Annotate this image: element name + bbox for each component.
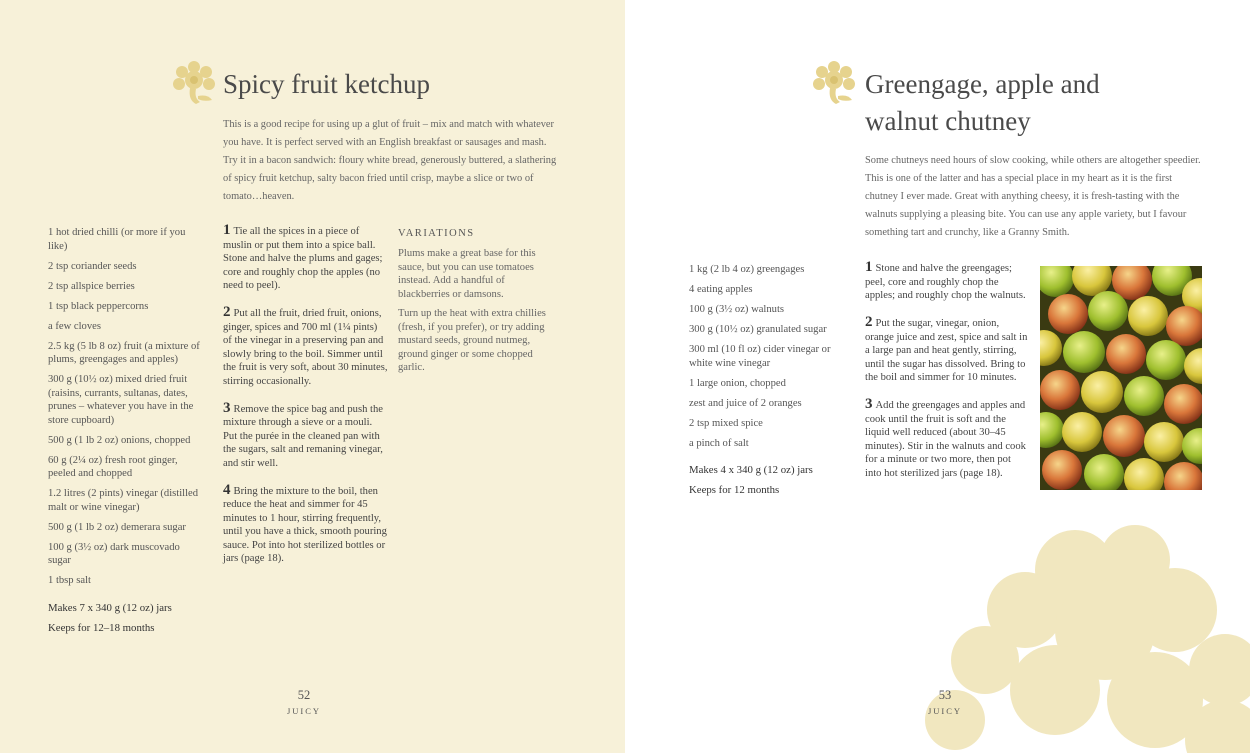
method-steps bbox=[223, 224, 388, 579]
ingredient-item: 300 ml (10 fl oz) cider vinegar or white wine vinegar bbox=[689, 344, 831, 369]
greengages-photo bbox=[1040, 266, 1202, 490]
ingredient-item: a pinch of salt bbox=[689, 437, 749, 449]
ingredient-item: 1 tbsp salt bbox=[48, 575, 91, 586]
ingredient-item: 1 hot dried chilli (or more if you like) bbox=[48, 227, 186, 252]
variations-heading: VARIATIONS bbox=[398, 228, 475, 239]
variation-paragraph: Plums make a great base for this sauce, but you can use tomatoes instead. Add a handful of blackberries or damsons. bbox=[398, 248, 536, 300]
ingredient-item: a few cloves bbox=[48, 320, 101, 332]
ingredient-item: 1 kg (2 lb 4 oz) greengages bbox=[689, 264, 805, 275]
method-step: 1 Tie all the spices in a piece of muslin or put them into a spice ball. Stone and halve the plums and gages; core and roughly chop the apples (no need to peel). bbox=[223, 222, 383, 291]
ingredient-item: 100 g (3½ oz) walnuts bbox=[689, 304, 785, 315]
method-steps bbox=[865, 261, 1030, 494]
ingredient-list bbox=[48, 226, 203, 594]
keeps-text: Keeps for 12–18 months bbox=[48, 622, 155, 634]
page-folio bbox=[915, 688, 975, 716]
recipe-title: Spicy fruit ketchup bbox=[223, 69, 430, 99]
ingredient-item: 1 large onion, chopped bbox=[689, 377, 786, 389]
ingredient-item: 1.2 litres (2 pints) vinegar (distilled malt or wine vinegar) bbox=[48, 488, 199, 513]
method-step: 1 Stone and halve the greengages; peel, core and roughly chop the apples; and roughly chop the walnuts. bbox=[865, 259, 1026, 301]
method-step: 2 Put all the fruit, dried fruit, onions, ginger, spices and 700 ml (1¼ pints) of the vinegar in a preserving pan and slowly bring to the boil. Simmer until the fruit is very soft, about 30 minutes, stirring occasionally. bbox=[223, 304, 388, 387]
page-number: 52 bbox=[297, 688, 311, 702]
method-step: 3 Add the greengages and apples and cook until the fruit is soft and the liquid well reduced (about 30–45 minutes). Stir in the walnuts and cook for a minute or two more, then pot into hot sterilized jars (page 18). bbox=[865, 396, 1026, 479]
ingredient-item: 2 tsp mixed spice bbox=[689, 417, 763, 429]
method-step: 2 Put the sugar, vinegar, onion, orange juice and zest, spice and salt in a large pan and heat gently, stirring, until the sugar has dissolved. Bring to the boil and simmer for 10 minutes. bbox=[865, 314, 1028, 383]
ingredient-item: 100 g (3½ oz) dark muscovado sugar bbox=[48, 541, 180, 566]
flower-motif-icon bbox=[170, 58, 218, 106]
ingredient-item: 500 g (1 lb 2 oz) onions, chopped bbox=[48, 434, 191, 446]
ingredient-item: 2 tsp coriander seeds bbox=[48, 260, 137, 272]
ingredient-item: 2.5 kg (5 lb 8 oz) fruit (a mixture of plums, greengages and apples) bbox=[48, 340, 200, 365]
page-folio bbox=[274, 688, 334, 716]
ingredient-item: zest and juice of 2 oranges bbox=[689, 397, 802, 409]
ingredient-item: 500 g (1 lb 2 oz) demerara sugar bbox=[48, 521, 186, 533]
flower-motif-icon bbox=[810, 58, 858, 106]
method-step: 4 Bring the mixture to the boil, then reduce the heat and simmer for 45 minutes to 1 hour, stirring frequently, until you have a thick, smooth pouring sauce. Pot into hot sterilized bottles or jars (page 18). bbox=[223, 481, 387, 564]
page-number: 53 bbox=[938, 688, 952, 702]
ingredient-item: 300 g (10½ oz) granulated sugar bbox=[689, 324, 827, 335]
recipe-intro: Some chutneys need hours of slow cooking, while others are altogether speedier. This is one of the latter and has a special place in my heart as it is the first chutney I ever made. Great with anything cheesy, it is fresh-tasting with the walnuts supplying a pleasing bite. You can use any apple variety, but I favour something tart and crunchy, like a Granny Smith. bbox=[865, 155, 1201, 238]
recipe-yield bbox=[689, 460, 813, 500]
keeps-text: Keeps for 12 months bbox=[689, 484, 780, 496]
ingredient-item: 300 g (10½ oz) mixed dried fruit (raisins, currants, sultanas, dates, prunes – whatever you have in the store cupboard) bbox=[48, 374, 194, 426]
makes-text: Makes 4 x 340 g (12 oz) jars bbox=[689, 464, 813, 476]
variations-text bbox=[398, 247, 553, 381]
method-step: 3 Remove the spice bag and push the mixture through a sieve or a mouli. Put the purée in the cleaned pan with the sugars, salt and remaning vinegar, and stir well. bbox=[223, 399, 383, 469]
makes-text: Makes 7 x 340 g (12 oz) jars bbox=[48, 602, 172, 614]
ingredient-list bbox=[689, 263, 839, 457]
ingredient-item: 1 tsp black peppercorns bbox=[48, 300, 149, 312]
recipe-title: Greengage, apple and walnut chutney bbox=[865, 69, 1100, 136]
recipe-intro: This is a good recipe for using up a glut of fruit – mix and match with whatever you have. It is perfect served with an English breakfast or sausages and mash. Try it in a bacon sandwich: floury white bread, generously buttered, a slathering of spicy fruit ketchup, salty bacon fried until crisp, maybe a slice or two of tomato…heaven. bbox=[223, 119, 557, 202]
ingredient-item: 60 g (2¼ oz) fresh root ginger, peeled and chopped bbox=[48, 454, 178, 479]
ingredient-item: 2 tsp allspice berries bbox=[48, 280, 135, 292]
recipe-yield bbox=[48, 598, 172, 638]
ingredient-item: 4 eating apples bbox=[689, 284, 753, 295]
section-name: JUICY bbox=[286, 706, 322, 716]
right-page bbox=[625, 0, 1250, 753]
section-name: JUICY bbox=[927, 706, 963, 716]
variation-paragraph: Turn up the heat with extra chillies (fresh, if you prefer), or try adding mustard seeds, ground nutmeg, ground ginger or some chopped garlic. bbox=[398, 308, 546, 373]
